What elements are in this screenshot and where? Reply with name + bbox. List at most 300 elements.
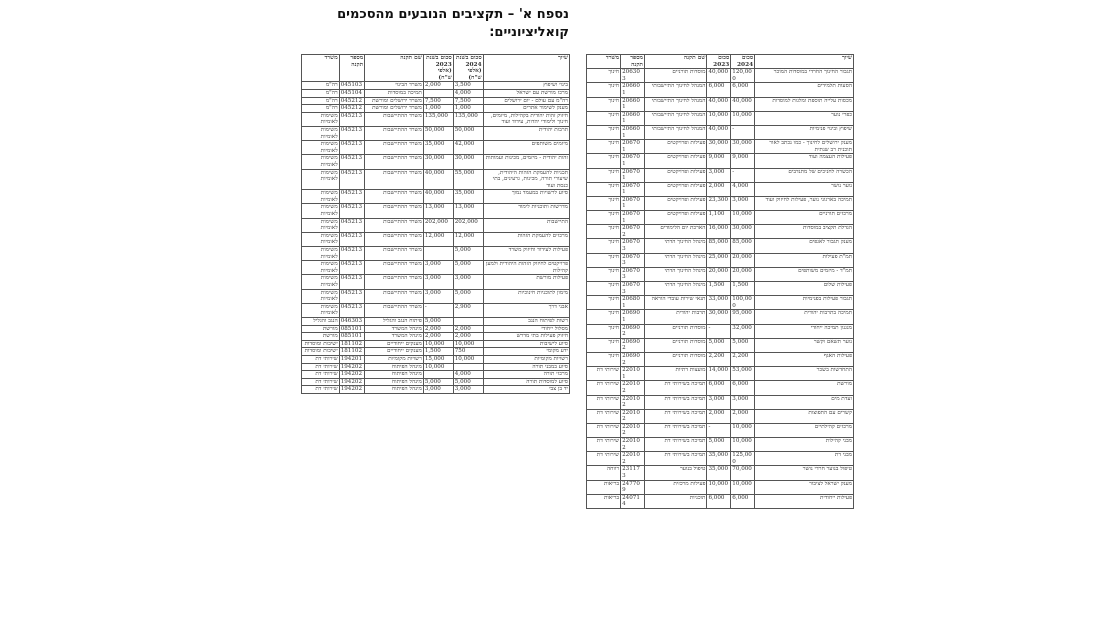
table-cell: משימות לאומיות — [302, 169, 340, 190]
table-cell: 4,000 — [731, 182, 755, 196]
table-cell: משימות לאומיות — [302, 261, 340, 275]
table-cell: משרד ההתיישבות — [365, 169, 424, 190]
table-cell: 1,500 — [731, 282, 755, 296]
table-cell: רה"מ — [302, 97, 340, 105]
table-cell: ישיבות ומוסדות — [302, 340, 340, 348]
table-cell: תמיכה בשירותי דת — [644, 381, 706, 395]
table-row — [302, 112, 570, 126]
table-cell: 045104 — [339, 89, 364, 97]
table-row — [302, 371, 570, 379]
table-cell: משימות לאומיות — [302, 289, 340, 303]
table-cell: התחדשות בשכר — [755, 367, 854, 381]
table-cell: תרבות יהודית — [483, 126, 569, 140]
table-cell: 32,000 — [731, 324, 755, 338]
table-cell: 3,000 — [423, 386, 453, 394]
column-header: משרד — [302, 55, 340, 82]
table-cell: 135,000 — [453, 112, 483, 126]
table-cell: חינוך — [587, 324, 621, 338]
table-cell: מענק ירושלים לחינוך - כמו נכתב לאור תוכנית רב שנתית — [755, 140, 854, 154]
table-cell: 40,000 — [423, 169, 453, 190]
table-cell: 50,000 — [453, 126, 483, 140]
table-cell: 206601 — [621, 83, 645, 97]
table-cell: משימות לאומיות — [302, 126, 340, 140]
column-header: סכום 2024 — [731, 55, 755, 69]
table-cell: 5,000 — [453, 261, 483, 275]
table-cell: 750 — [453, 348, 483, 356]
table-cell: 045213 — [339, 169, 364, 190]
table-cell: שירותי דת — [587, 452, 621, 466]
table-cell: 2,000 — [423, 82, 453, 90]
table-cell: תמיכה בשירותי דת — [644, 395, 706, 409]
table-cell: 2,000 — [707, 409, 731, 423]
table-row — [302, 378, 570, 386]
table-row — [302, 333, 570, 341]
table-cell: - — [423, 303, 453, 317]
table-cell: מרכזים קהילתיים — [755, 423, 854, 437]
table-row — [302, 325, 570, 333]
table-cell: מינהל הפיתוח — [365, 371, 424, 379]
table-row — [302, 289, 570, 303]
table-cell: משימות לאומיות — [302, 204, 340, 218]
table-cell: תמ"ת פעילות — [755, 253, 854, 267]
table-row — [302, 97, 570, 105]
table-cell: 045213 — [339, 289, 364, 303]
table-cell: - — [707, 324, 731, 338]
table-row — [587, 69, 854, 83]
table-cell: טיפול בנוער — [644, 466, 706, 480]
table-cell: 181102 — [339, 340, 364, 348]
table-cell: פיתוח הנגב והגליל — [365, 317, 424, 325]
table-cell: 5,000 — [423, 317, 453, 325]
table-row — [302, 261, 570, 275]
table-cell: 30,000 — [423, 155, 453, 169]
table-row — [302, 141, 570, 155]
column-header: מספר תקנה — [621, 55, 645, 69]
table-cell: משרד ההתיישבות — [365, 218, 424, 232]
table-row — [302, 169, 570, 190]
table-cell: חינוך — [587, 239, 621, 253]
table-cell: רשות לפיתוח הנגב — [483, 317, 569, 325]
table-cell: חינוך — [587, 154, 621, 168]
table-cell: 206601 — [621, 125, 645, 139]
column-header: סכום בשנת 2023 (אלפי ש"ח) — [423, 55, 453, 82]
table-cell: תמיכה בשירותי דת — [644, 438, 706, 452]
table-cell: סיוע לרשויות במעמד נמוך — [483, 190, 569, 204]
table-cell: מינהל המשרד — [365, 333, 424, 341]
table-cell: - — [731, 125, 755, 139]
table-cell: 125,000 — [731, 452, 755, 466]
table-cell: 206701 — [621, 182, 645, 196]
table-cell: 045213 — [339, 247, 364, 261]
table-cell: מוסדות תורניים — [644, 352, 706, 366]
table-cell: חיזוק פעילות בתי מדרש — [483, 333, 569, 341]
table-row — [302, 303, 570, 317]
table-row — [302, 355, 570, 363]
table-cell — [423, 371, 453, 379]
table-cell: 5,000 — [453, 247, 483, 261]
table-cell: חינוך — [587, 225, 621, 239]
table-cell: 16,000 — [707, 225, 731, 239]
table-row — [302, 275, 570, 289]
table-row — [587, 310, 854, 324]
table-cell: הארכת יום הלימודים — [644, 225, 706, 239]
table-cell: 3,000 — [423, 275, 453, 289]
table-cell: נוער נושר — [755, 182, 854, 196]
table-cell: שירותי דת — [587, 438, 621, 452]
table-cell: משימות לאומיות — [302, 218, 340, 232]
table-cell: 6,000 — [731, 494, 755, 508]
table-cell: סיוע במבני תורה — [483, 363, 569, 371]
table-row — [587, 423, 854, 437]
table-header-row — [587, 55, 854, 69]
table-cell: מסלול ייחודי — [483, 325, 569, 333]
table-cell: מרכזי תורה — [483, 371, 569, 379]
table-cell: 206601 — [621, 111, 645, 125]
table-cell: שירותי דת — [587, 423, 621, 437]
table-cell: משרד ההתיישבות — [365, 141, 424, 155]
document-title — [249, 6, 569, 42]
table-cell: 220101 — [621, 367, 645, 381]
table-cell: 3,000 — [731, 395, 755, 409]
table-cell: משימות לאומיות — [302, 232, 340, 246]
table-cell: בריאות — [587, 494, 621, 508]
table-cell: 202,000 — [453, 218, 483, 232]
table-cell: תגבור פעילות בפנימיות — [755, 296, 854, 310]
table-cell: 23,300 — [707, 196, 731, 210]
table-cell: 181102 — [339, 348, 364, 356]
table-cell: 240714 — [621, 494, 645, 508]
table-cell: מורשת — [755, 381, 854, 395]
table-row — [587, 395, 854, 409]
table-row — [587, 83, 854, 97]
table-cell: 045213 — [339, 141, 364, 155]
table-cell: ועדת מים — [755, 395, 854, 409]
table-cell: 40,000 — [731, 97, 755, 111]
table-cell: 35,000 — [423, 141, 453, 155]
table-cell: 045213 — [339, 275, 364, 289]
table-cell: נוער תשאם וקשר — [755, 338, 854, 352]
table-cell: מינהל הפיתוח — [365, 363, 424, 371]
table-cell: שירותי דת — [587, 395, 621, 409]
table-cell: משימות לאומיות — [302, 155, 340, 169]
table-cell: מענק לשימור אתרים — [483, 105, 569, 113]
table-cell: רה"מ — [302, 105, 340, 113]
table-cell: חינוך — [587, 83, 621, 97]
table-cell: מרכזים להעמקת הזהות — [483, 232, 569, 246]
table-cell: 35,000 — [453, 190, 483, 204]
table-cell: 12,000 — [453, 232, 483, 246]
table-cell: 7,500 — [423, 97, 453, 105]
table-cell: פעילות ופרויקטים — [644, 182, 706, 196]
table-cell: שירותי דת — [587, 409, 621, 423]
table-cell: שירותי דת — [302, 386, 340, 394]
table-row — [587, 225, 854, 239]
table-cell: תמיכה בשירותי דת — [644, 452, 706, 466]
table-cell: מורשת — [302, 333, 340, 341]
table-cell: 1,000 — [453, 105, 483, 113]
table-cell: 2,000 — [707, 182, 731, 196]
table-cell: חינוך — [587, 253, 621, 267]
table-cell: שירותי דת — [587, 367, 621, 381]
table-row — [302, 218, 570, 232]
table-cell: המנהל לחינוך התיישבותי — [644, 125, 706, 139]
table-cell: 20,000 — [731, 253, 755, 267]
table-cell: 194202 — [339, 371, 364, 379]
table-cell: 220102 — [621, 423, 645, 437]
table-cell: שירותי דת — [587, 381, 621, 395]
table-cell: 6,000 — [707, 494, 731, 508]
table-cell: 206703 — [621, 282, 645, 296]
table-cell: מינהל החינוך הדתי — [644, 282, 706, 296]
table-cell: 5,000 — [707, 438, 731, 452]
title-line-2: קואליציוניים: — [489, 25, 569, 40]
table-cell: - — [707, 423, 731, 437]
table-row — [587, 196, 854, 210]
table-cell: 10,000 — [731, 438, 755, 452]
table-cell: 6,000 — [707, 83, 731, 97]
table-cell: משרד ההתיישבות — [365, 247, 424, 261]
table-cell: 046303 — [339, 317, 364, 325]
table-cell: 40,000 — [707, 69, 731, 83]
table-cell: חינוך — [587, 282, 621, 296]
table-cell: 30,000 — [707, 140, 731, 154]
table-cell: תמ"ד - מיזמים משותפים — [755, 267, 854, 281]
table-row — [587, 168, 854, 182]
table-row — [587, 367, 854, 381]
table-cell: משרד ההתיישבות — [365, 275, 424, 289]
table-cell: 10,000 — [731, 480, 755, 494]
table-cell: 85,000 — [707, 239, 731, 253]
table-cell: משרד ההתיישבות — [365, 112, 424, 126]
table-cell: הכשרה לחניכים של מתנדבים — [755, 168, 854, 182]
table-cell: פעילות מורשת — [483, 275, 569, 289]
table-cell: 2,000 — [731, 409, 755, 423]
table-cell: 045213 — [339, 232, 364, 246]
table-row — [302, 89, 570, 97]
table-cell: 085101 — [339, 333, 364, 341]
table-cell: חינוך — [587, 267, 621, 281]
table-cell: 50,000 — [423, 126, 453, 140]
table-cell: 2,000 — [453, 333, 483, 341]
table-cell: 206703 — [621, 239, 645, 253]
table-cell: מרכזים תורניים — [755, 211, 854, 225]
table-cell: 3,000 — [453, 386, 483, 394]
table-cell: תמיכה בתרבות יהודית — [755, 310, 854, 324]
table-cell: בריאות — [587, 480, 621, 494]
table-cell: רה"מ — [302, 89, 340, 97]
table-cell: 3,000 — [707, 395, 731, 409]
table-row — [587, 239, 854, 253]
table-row — [302, 190, 570, 204]
table-cell — [423, 89, 453, 97]
table-cell: 10,000 — [731, 111, 755, 125]
table-cell: משרד ההתיישבות — [365, 261, 424, 275]
table-row — [302, 105, 570, 113]
table-cell: 2,900 — [453, 303, 483, 317]
table-row — [587, 409, 854, 423]
table-row — [587, 267, 854, 281]
table-row — [587, 253, 854, 267]
table-cell: מימון לתוכניות חינוכיות — [483, 289, 569, 303]
budget-table-left — [301, 54, 570, 394]
table-row — [302, 348, 570, 356]
table-cell: משרד הבינוי — [365, 82, 424, 90]
table-cell: 045212 — [339, 97, 364, 105]
table-cell: 5,000 — [453, 289, 483, 303]
column-header: שיוך — [755, 55, 854, 69]
table-cell: תמיכה בשירותי דת — [644, 423, 706, 437]
table-cell: מורשת — [302, 325, 340, 333]
table-cell: שירותי דת — [302, 378, 340, 386]
table-cell: חינוך — [587, 338, 621, 352]
table-cell: 10,000 — [423, 340, 453, 348]
table-cell: מענק תגבור לאגפים — [755, 239, 854, 253]
column-header: שם תקנה — [644, 55, 706, 69]
table-cell: 3,000 — [731, 196, 755, 210]
table-cell: פעילות ופרויקטים — [644, 211, 706, 225]
table-cell: 220102 — [621, 452, 645, 466]
table-cell: 9,000 — [731, 154, 755, 168]
table-cell: מבני דת — [755, 452, 854, 466]
table-cell: 25,000 — [707, 253, 731, 267]
table-cell: מוסדות תורניים — [644, 324, 706, 338]
table-cell: פעילות ופרויקטים — [644, 196, 706, 210]
table-cell: 3,000 — [707, 168, 731, 182]
table-cell: 20,000 — [731, 267, 755, 281]
table-cell: 95,000 — [731, 310, 755, 324]
table-cell: 12,000 — [423, 232, 453, 246]
table-cell: 30,000 — [731, 225, 755, 239]
table-cell: רשויות מקומיות — [483, 355, 569, 363]
table-cell: 206902 — [621, 338, 645, 352]
table-cell: רווחה — [587, 466, 621, 480]
table-cell: יד בן צבי — [483, 386, 569, 394]
table-cell: שירותי דת — [302, 363, 340, 371]
table-cell: פעילות העצמה ועוד — [755, 154, 854, 168]
table-cell: המנהל לחינוך התיישבותי — [644, 111, 706, 125]
table-cell: משרד ההתיישבות — [365, 289, 424, 303]
table-cell: 247709 — [621, 480, 645, 494]
table-cell: 30,000 — [731, 140, 755, 154]
table-cell: 202,000 — [423, 218, 453, 232]
table-cell: רשויות מקומיות — [365, 355, 424, 363]
table-cell: 045213 — [339, 126, 364, 140]
table-cell: 4,000 — [453, 371, 483, 379]
table-row — [302, 317, 570, 325]
table-cell: 2,200 — [731, 352, 755, 366]
table-cell: משרד ההתיישבות — [365, 190, 424, 204]
table-cell: 045213 — [339, 190, 364, 204]
table-row — [302, 155, 570, 169]
table-cell: 2,000 — [423, 333, 453, 341]
table-cell: 40,000 — [707, 97, 731, 111]
table-cell: 3,000 — [453, 275, 483, 289]
table-row — [587, 125, 854, 139]
table-cell: מענק ישראל לציבור — [755, 480, 854, 494]
table-cell: מענקים ייחודיים — [365, 340, 424, 348]
table-cell: ישיבות ומוסדות — [302, 348, 340, 356]
table-row — [302, 363, 570, 371]
table-cell: 045213 — [339, 155, 364, 169]
table-cell: תכניות להעמקת הזהות היהודית, שיעורי תורה, מכינות, גרעינים, בתי כנסת ועוד — [483, 169, 569, 190]
table-cell: 194201 — [339, 355, 364, 363]
table-cell: 2,000 — [423, 325, 453, 333]
table-cell: מבני קהילות — [755, 438, 854, 452]
table-cell: 206701 — [621, 140, 645, 154]
table-cell: 6,000 — [731, 83, 755, 97]
table-cell — [453, 363, 483, 371]
table-cell: 7,500 — [453, 97, 483, 105]
table-cell: 194202 — [339, 386, 364, 394]
table-row — [587, 154, 854, 168]
table-cell: ידע מקומי — [483, 348, 569, 356]
column-header: שיוך — [483, 55, 569, 82]
table-cell: מינהל החינוך הדתי — [644, 253, 706, 267]
column-header: מספר תקנה — [339, 55, 364, 82]
table-row — [587, 466, 854, 480]
table-cell: פעילות ייחודית — [755, 494, 854, 508]
table-cell: 10,000 — [707, 480, 731, 494]
table-cell: תרבות יהודית — [644, 310, 706, 324]
table-row — [587, 338, 854, 352]
table-cell: 5,000 — [731, 338, 755, 352]
table-cell: 206703 — [621, 267, 645, 281]
table-row — [302, 340, 570, 348]
table-cell: פעילות ופרויקטים — [644, 140, 706, 154]
table-cell: חינוך — [587, 211, 621, 225]
table-cell: 10,000 — [731, 423, 755, 437]
table-cell: חינוך — [587, 296, 621, 310]
table-cell: 2,200 — [707, 352, 731, 366]
table-cell: 10,000 — [731, 211, 755, 225]
table-cell: משימות לאומיות — [302, 190, 340, 204]
table-cell: חינוך — [587, 196, 621, 210]
table-cell: 13,000 — [423, 204, 453, 218]
table-cell: 20,000 — [707, 267, 731, 281]
table-cell: משימות לאומיות — [302, 275, 340, 289]
table-cell: תמיכה במוסדות — [365, 89, 424, 97]
table-row — [587, 352, 854, 366]
table-cell: 1,100 — [707, 211, 731, 225]
table-cell: משימות לאומיות — [302, 141, 340, 155]
table-cell: מיזמים משותפים — [483, 141, 569, 155]
table-cell: - — [731, 168, 755, 182]
table-cell: חינוך — [587, 182, 621, 196]
table-cell: משרד ירושלים ומורשת — [365, 105, 424, 113]
table-cell: 045213 — [339, 204, 364, 218]
table-cell: חינוך — [587, 168, 621, 182]
column-header: סכום בשנת 2024 (אלפי ש"ח) — [453, 55, 483, 82]
table-cell: זהות יהודית - מיזמים, מכינות ועמותות — [483, 155, 569, 169]
table-row — [587, 111, 854, 125]
table-row — [302, 232, 570, 246]
table-cell: טיפול בנוער חרדי נושר — [755, 466, 854, 480]
table-cell: 1,000 — [423, 105, 453, 113]
table-cell: 206303 — [621, 69, 645, 83]
title-line-1: נספח א' – תקציבים הנובעים מהסכמים — [337, 7, 569, 22]
table-cell: 220102 — [621, 409, 645, 423]
table-cell: 14,000 — [707, 367, 731, 381]
table-row — [587, 211, 854, 225]
table-cell: פעילות ופרויקטים — [644, 154, 706, 168]
table-cell: חינוך — [587, 140, 621, 154]
table-row — [587, 97, 854, 111]
table-cell: 206701 — [621, 154, 645, 168]
table-cell: אבני דרך — [483, 303, 569, 317]
table-cell: סיוע למוסדות תורה — [483, 378, 569, 386]
table-cell: 35,000 — [707, 452, 731, 466]
table-cell: משרד ההתיישבות — [365, 155, 424, 169]
